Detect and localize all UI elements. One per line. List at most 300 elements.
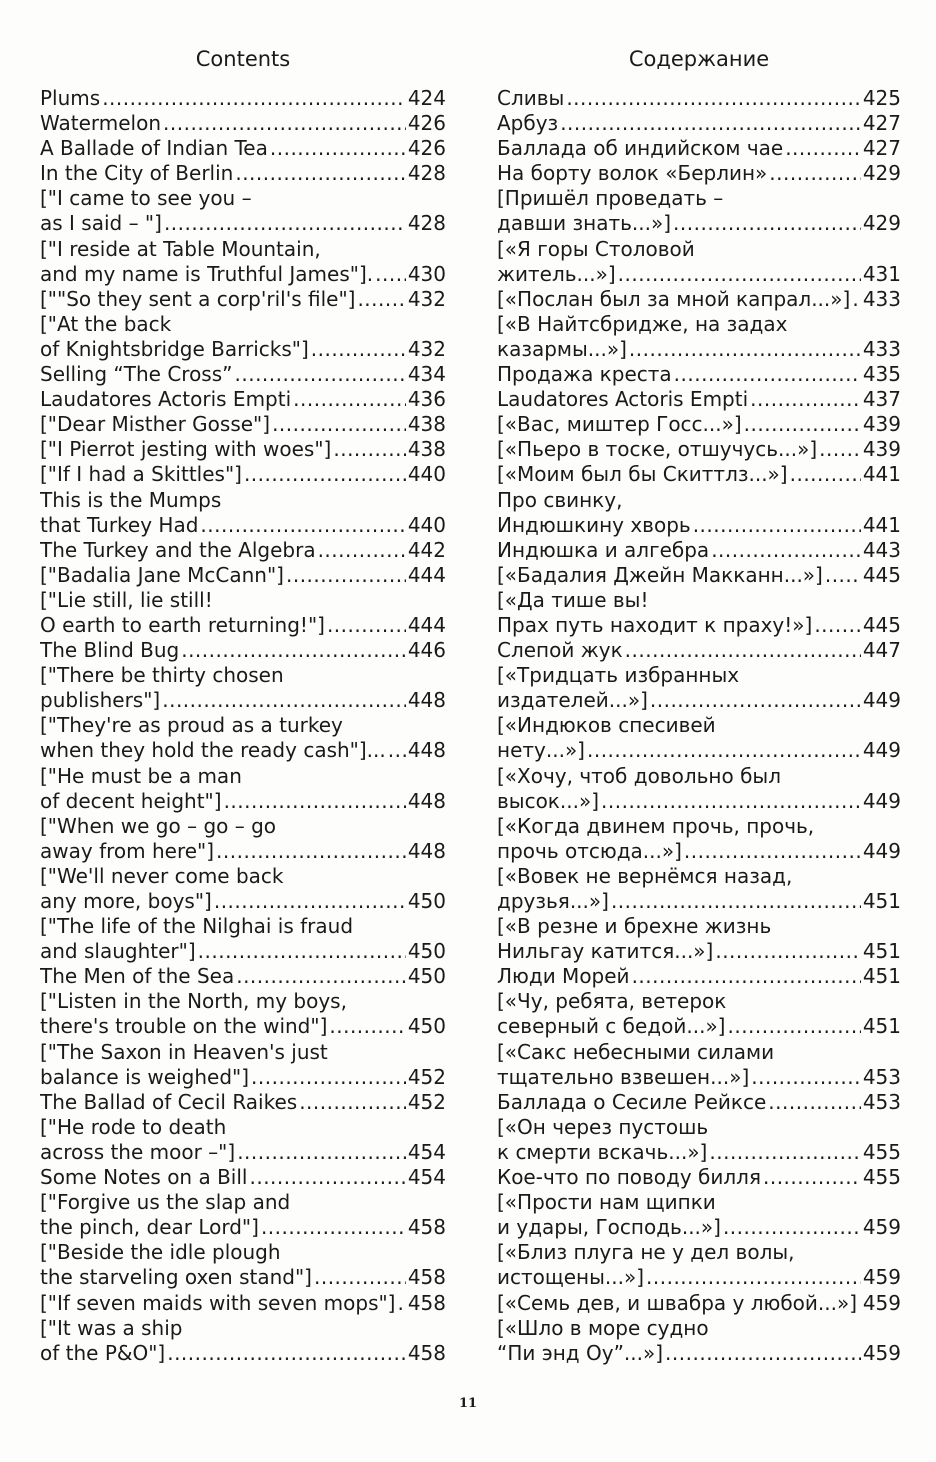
toc-entry-title: [«Хочу, чтоб довольно был: [497, 763, 781, 788]
toc-entry-title: away from here"]: [40, 838, 215, 863]
toc-page-number: 450: [407, 1014, 446, 1039]
dot-leader: [164, 211, 406, 236]
toc-entry-line: [497, 1115, 901, 1140]
dot-leader: [286, 563, 406, 588]
toc-page-number: 432: [407, 336, 446, 361]
toc-page-number: 453: [862, 1089, 901, 1114]
toc-entry-line: [497, 588, 901, 613]
toc-entry: [40, 136, 446, 161]
contents-column-russian: [497, 42, 901, 1366]
toc-entry: [497, 161, 901, 186]
toc-entry: [497, 1115, 901, 1165]
toc-entry-line: [40, 989, 446, 1014]
toc-entry: [40, 287, 446, 312]
toc-entry-line: [40, 663, 446, 688]
toc-entry-title: “Пи энд Оу”...»]: [497, 1340, 664, 1365]
toc-entry-title: [«В Найтсбридже, на задах: [497, 311, 788, 336]
toc-page-number: 444: [407, 612, 446, 637]
toc-entry: [40, 161, 446, 186]
toc-entry-line: [497, 814, 901, 839]
dot-leader: [167, 1341, 406, 1366]
dot-leader: [768, 1090, 861, 1115]
toc-entry-title: In the City of Berlin: [40, 161, 234, 186]
toc-page-number: 459: [862, 1290, 901, 1315]
toc-entry-line: [40, 538, 446, 563]
toc-page-number: 459: [862, 1215, 901, 1240]
dot-leader: [314, 1265, 406, 1290]
dot-leader: [249, 1165, 405, 1190]
dot-leader: [216, 839, 406, 864]
toc-entry-line: [40, 1240, 446, 1265]
dot-leader: [375, 262, 406, 287]
toc-page-number: 448: [407, 738, 446, 763]
toc-entry: [497, 964, 901, 989]
toc-entry: [497, 663, 901, 713]
dot-leader: [329, 1014, 405, 1039]
toc-page-number: 451: [862, 889, 901, 913]
toc-entry-title: ["I Pierrot jesting with woes"]: [40, 437, 332, 462]
dot-leader: [674, 362, 861, 387]
toc-entry-line: [497, 111, 901, 136]
toc-entry: [40, 563, 446, 588]
toc-entry-line: [40, 1215, 446, 1240]
toc-entry-title: [«Индюков спесивей: [497, 713, 716, 738]
dot-leader: [293, 387, 406, 412]
toc-page-number: 445: [862, 562, 901, 587]
toc-page-number: 448: [407, 788, 446, 813]
toc-entry-title: the pinch, dear Lord"]: [40, 1215, 259, 1240]
toc-entry-line: [40, 387, 446, 412]
dot-leader: [819, 437, 861, 462]
toc-page-number: 459: [862, 1340, 901, 1365]
toc-page-number: 441: [862, 462, 901, 487]
dot-leader: [235, 161, 405, 186]
toc-entry: [497, 713, 901, 763]
toc-entry-line: [40, 839, 446, 864]
toc-entry-title: Индюшкину хворь: [497, 512, 691, 537]
toc-entry-title: when they hold the ready cash"]...: [40, 738, 386, 763]
toc-entry-line: [40, 1316, 446, 1341]
toc-entry-line: [497, 186, 901, 211]
toc-entry-line: [497, 287, 901, 312]
dot-leader: [214, 889, 406, 914]
toc-entry: [40, 86, 446, 111]
toc-entry: [497, 563, 901, 588]
toc-entry: [497, 1090, 901, 1115]
toc-entry: [40, 1316, 446, 1366]
toc-entry-title: Some Notes on a Bill: [40, 1165, 248, 1190]
toc-entry-title: ["The Saxon in Heaven's just: [40, 1039, 328, 1064]
toc-page-number: 430: [407, 261, 446, 286]
toc-entry-title: Laudatores Actoris Empti: [497, 387, 749, 412]
toc-entry-title: казармы...»]: [497, 336, 627, 361]
toc-entry-line: [40, 1090, 446, 1115]
toc-entry-line: [40, 488, 446, 513]
toc-page-number: 458: [407, 1265, 446, 1290]
toc-page-number: 440: [407, 512, 446, 537]
dot-leader: [785, 136, 861, 161]
toc-page-number: 439: [862, 412, 901, 437]
toc-entry-line: [497, 412, 901, 437]
toc-entry-title: [""So they sent a corp'ril's file"]: [40, 286, 356, 311]
toc-entry-line: [40, 789, 446, 814]
toc-entry: [40, 663, 446, 713]
toc-page-number: 454: [407, 1139, 446, 1164]
toc-page-number: 429: [862, 211, 901, 236]
toc-entry-line: [40, 462, 446, 487]
toc-entry-title: ["If I had a Skittles"]: [40, 462, 242, 487]
dot-leader: [625, 638, 861, 663]
toc-entry-line: [497, 362, 901, 387]
toc-entry-title: ["There be thirty chosen: [40, 663, 284, 688]
toc-entry-title: ["At the back: [40, 311, 172, 336]
dot-leader: [727, 1014, 860, 1039]
toc-entry: [497, 588, 901, 638]
toc-entry-line: [497, 939, 901, 964]
toc-page-number: 449: [862, 788, 901, 813]
toc-entry-title: [«Пьеро в тоске, отшучусь...»]: [497, 437, 818, 462]
toc-entry-title: ["We'll never come back: [40, 863, 284, 888]
toc-entry: [497, 864, 901, 914]
toc-entry-line: [40, 312, 446, 337]
toc-entry-title: balance is weighed"]: [40, 1064, 250, 1089]
toc-entry-line: [40, 111, 446, 136]
toc-entry-title: A Ballade of Indian Tea: [40, 136, 268, 161]
toc-entry-title: ["If seven maids with seven mops"]: [40, 1290, 396, 1315]
toc-entry-title: Сливы: [497, 86, 565, 110]
toc-entry-title: ["Beside the idle plough: [40, 1240, 281, 1265]
toc-entry: [497, 764, 901, 814]
dot-leader: [587, 738, 861, 763]
toc-entry-line: [497, 1165, 901, 1190]
dot-leader: [611, 889, 861, 914]
toc-entry-line: [497, 613, 901, 638]
toc-entry-line: [497, 437, 901, 462]
toc-entry-line: [497, 663, 901, 688]
toc-entry-title: [«Я горы Столовой: [497, 236, 695, 261]
toc-entry-title: [«Чу, ребята, ветерок: [497, 989, 727, 1014]
toc-entry-line: [497, 462, 901, 487]
toc-entry-title: of Knightsbridge Barricks"]: [40, 336, 309, 361]
dot-leader: [163, 111, 406, 136]
toc-entry: [40, 362, 446, 387]
toc-entry-title: издателей...»]: [497, 688, 648, 713]
toc-entry-title: any more, boys"]: [40, 889, 212, 913]
contents-column-english: [40, 42, 446, 1366]
toc-entry-title: [«Он через пустошь: [497, 1114, 709, 1139]
toc-page-number: 458: [407, 1290, 446, 1315]
dot-leader: [198, 939, 406, 964]
toc-entry: [40, 914, 446, 964]
toc-entry-title: [«Вовек не вернёмся назад,: [497, 863, 793, 888]
toc-entry-line: [497, 738, 901, 763]
toc-entry-title: of the P&O"]: [40, 1340, 166, 1365]
toc-entry-line: [40, 588, 446, 613]
toc-entry-line: [497, 1341, 901, 1366]
toc-entry: [40, 1291, 446, 1316]
dot-leader: [859, 1291, 861, 1316]
toc-entry-line: [497, 914, 901, 939]
toc-entry-line: [497, 839, 901, 864]
toc-entry-title: across the moor –"]: [40, 1139, 236, 1164]
toc-entry-title: [«Бадалия Джейн Макканн...»]: [497, 562, 823, 587]
toc-entry-line: [497, 688, 901, 713]
toc-entry-title: истощены...»]: [497, 1265, 645, 1290]
toc-page-number: 450: [407, 939, 446, 964]
contents-title-russian: Содержание: [628, 47, 770, 71]
dot-leader: [237, 1140, 406, 1165]
dot-leader: [629, 337, 861, 362]
toc-entry-line: [40, 814, 446, 839]
toc-entry-title: друзья...»]: [497, 889, 609, 913]
toc-page-number: 450: [407, 889, 446, 913]
toc-entry-title: [«Послан был за мной капрал...»]: [497, 286, 851, 311]
entry-list-english: [40, 86, 446, 1366]
toc-entry-title: Watermelon: [40, 111, 162, 136]
toc-entry-line: [40, 738, 446, 763]
dot-leader: [311, 337, 406, 362]
toc-entry-title: [«Когда двинем прочь, прочь,: [497, 813, 815, 838]
toc-entry-title: Арбуз: [497, 111, 559, 136]
toc-entry-title: Прах путь находит к праху!»]: [497, 612, 813, 637]
toc-entry: [40, 1165, 446, 1190]
toc-entry-title: [«Шло в море судно: [497, 1315, 709, 1340]
entry-list-russian: [497, 86, 901, 1366]
dot-leader: [601, 789, 861, 814]
toc-entry-line: [497, 1265, 901, 1290]
toc-entry-line: [497, 1291, 901, 1316]
toc-page-number: 428: [407, 211, 446, 236]
toc-entry-line: [497, 86, 901, 111]
toc-entry-line: [40, 1291, 446, 1316]
dot-leader: [318, 538, 406, 563]
toc-entry-line: [40, 237, 446, 262]
toc-entry-title: publishers"]: [40, 688, 161, 713]
toc-entry-line: [40, 914, 446, 939]
toc-page-number: 435: [862, 362, 901, 387]
toc-entry: [497, 136, 901, 161]
toc-page-number: 438: [407, 437, 446, 462]
toc-entry: [40, 814, 446, 864]
toc-entry: [40, 312, 446, 362]
toc-page-number: 427: [862, 111, 901, 136]
dot-leader: [560, 111, 861, 136]
toc-entry-line: [497, 713, 901, 738]
toc-entry: [497, 1165, 901, 1190]
toc-page-number: 458: [407, 1215, 446, 1240]
toc-entry: [497, 186, 901, 236]
toc-page-number: 444: [407, 562, 446, 587]
toc-entry-line: [40, 1140, 446, 1165]
dot-leader: [357, 287, 405, 312]
dot-leader: [673, 211, 861, 236]
dot-leader: [711, 538, 861, 563]
toc-entry-title: ["Dear Misther Gosse"]: [40, 412, 271, 437]
toc-entry-line: [40, 1115, 446, 1140]
toc-entry-title: The Blind Bug: [40, 638, 180, 663]
toc-entry-line: [497, 1090, 901, 1115]
toc-entry: [497, 312, 901, 362]
toc-entry: [497, 387, 901, 412]
dot-leader: [665, 1341, 861, 1366]
toc-page-number: 441: [862, 512, 901, 537]
toc-entry-line: [497, 513, 901, 538]
toc-entry-line: [40, 1040, 446, 1065]
toc-entry-title: житель...»]: [497, 261, 616, 286]
dot-leader: [825, 563, 861, 588]
toc-entry-line: [40, 262, 446, 287]
toc-entry-title: O earth to earth returning!"]: [40, 612, 325, 637]
toc-entry-line: [497, 1014, 901, 1039]
toc-page-number: 453: [862, 1064, 901, 1089]
toc-entry: [497, 362, 901, 387]
toc-entry-title: и удары, Господь...»]: [497, 1215, 721, 1240]
toc-entry: [497, 989, 901, 1039]
toc-entry: [40, 1190, 446, 1240]
dot-leader: [102, 86, 406, 111]
toc-entry-title: Про свинку,: [497, 487, 623, 512]
toc-entry-title: Plums: [40, 86, 101, 110]
toc-entry-line: [40, 939, 446, 964]
dot-leader: [272, 412, 406, 437]
toc-entry: [40, 1040, 446, 1090]
toc-page-number: 443: [862, 537, 901, 562]
toc-page-number: 437: [862, 387, 901, 412]
toc-page-number: 449: [862, 738, 901, 763]
toc-entry-line: [497, 789, 901, 814]
toc-page-number: 432: [407, 286, 446, 311]
toc-page-number: 448: [407, 688, 446, 713]
dot-leader: [327, 613, 406, 638]
toc-entry-title: давши знать...»]: [497, 211, 672, 236]
toc-entry-title: ["I reside at Table Mountain,: [40, 236, 321, 261]
dot-leader: [398, 1291, 406, 1316]
toc-page-number: 434: [407, 362, 446, 387]
dot-leader: [388, 738, 406, 763]
toc-page-number: 452: [407, 1064, 446, 1089]
toc-entry: [40, 412, 446, 437]
toc-entry-line: [40, 412, 446, 437]
toc-entry-line: [497, 989, 901, 1014]
toc-entry: [497, 814, 901, 864]
toc-entry: [497, 1240, 901, 1290]
toc-page-number: 449: [862, 838, 901, 863]
toc-entry-title: ["When we go – go – go: [40, 813, 277, 838]
toc-entry-line: [497, 337, 901, 362]
toc-page-number: 451: [862, 964, 901, 989]
toc-entry-title: ["Listen in the North, my boys,: [40, 989, 347, 1014]
dot-leader: [162, 688, 406, 713]
toc-page-number: 424: [407, 86, 446, 110]
dot-leader: [723, 1215, 861, 1240]
toc-entry-line: [497, 538, 901, 563]
contents-title-english: Contents: [195, 47, 291, 71]
toc-entry-title: Нильгау катится...»]: [497, 939, 714, 964]
toc-entry-title: нету...»]: [497, 738, 585, 763]
toc-entry-line: [40, 337, 446, 362]
toc-entry: [497, 1316, 901, 1366]
toc-entry: [40, 186, 446, 236]
toc-entry-line: [497, 638, 901, 663]
dot-leader: [200, 513, 405, 538]
toc-entry-line: [497, 161, 901, 186]
toc-entry: [40, 764, 446, 814]
toc-entry-title: and my name is Truthful James"].: [40, 261, 374, 286]
dot-leader: [244, 462, 406, 487]
toc-page-number: 458: [407, 1340, 446, 1365]
dot-leader: [769, 161, 861, 186]
toc-entry-line: [497, 136, 901, 161]
toc-entry-title: Баллада об индийском чае: [497, 136, 784, 161]
toc-entry: [497, 437, 901, 462]
toc-entry: [497, 538, 901, 563]
toc-entry-line: [40, 136, 446, 161]
dot-leader: [693, 513, 861, 538]
toc-entry: [40, 964, 446, 989]
toc-entry-line: [40, 362, 446, 387]
toc-entry: [40, 538, 446, 563]
toc-entry-title: The Turkey and the Algebra: [40, 537, 316, 562]
toc-page-number: 445: [862, 612, 901, 637]
toc-entry-line: [497, 1140, 901, 1165]
toc-entry-title: [«Прости нам щипки: [497, 1190, 716, 1215]
toc-entry-line: [497, 1316, 901, 1341]
toc-entry-title: северный с бедой...»]: [497, 1014, 726, 1039]
toc-entry-title: This is the Mumps: [40, 487, 222, 512]
toc-entry-line: [40, 1341, 446, 1366]
toc-entry: [40, 488, 446, 538]
toc-entry: [40, 111, 446, 136]
toc-entry: [497, 488, 901, 538]
dot-leader: [224, 789, 406, 814]
toc-entry: [497, 287, 901, 312]
dot-leader: [814, 613, 860, 638]
dot-leader: [181, 638, 406, 663]
toc-page-number: 425: [862, 86, 901, 110]
toc-entry-line: [40, 864, 446, 889]
toc-page-number: 455: [862, 1165, 901, 1190]
toc-entry-line: [497, 764, 901, 789]
toc-entry-title: тщательно взвешен...»]: [497, 1064, 750, 1089]
toc-entry-title: Selling “The Cross”: [40, 362, 233, 387]
toc-entry: [497, 86, 901, 111]
toc-entry-line: [497, 1240, 901, 1265]
toc-entry: [497, 914, 901, 964]
toc-entry-title: that Turkey Had: [40, 512, 199, 537]
toc-entry-line: [40, 1165, 446, 1190]
toc-entry-title: к смерти вскачь...»]: [497, 1139, 708, 1164]
toc-entry-title: [«В резне и брехне жизнь: [497, 914, 772, 939]
toc-page-number: 426: [407, 136, 446, 161]
toc-page-number: 459: [862, 1265, 901, 1290]
toc-page-number: 449: [862, 688, 901, 713]
toc-entry-title: [«Вас, миштер Госс...»]: [497, 412, 742, 437]
toc-entry-title: Кое-что по поводу билля: [497, 1165, 761, 1190]
toc-entry-line: [497, 1065, 901, 1090]
toc-entry-line: [497, 889, 901, 914]
dot-leader: [744, 412, 861, 437]
toc-page-number: 447: [862, 638, 901, 663]
dot-leader: [632, 964, 861, 989]
toc-entry-title: Баллада о Сесиле Рейксе: [497, 1089, 767, 1114]
page-number: 11: [458, 1396, 478, 1411]
toc-page-number: 438: [407, 412, 446, 437]
toc-page-number: 433: [862, 286, 901, 311]
dot-leader: [270, 136, 406, 161]
toc-entry-title: ["It was a ship: [40, 1315, 183, 1340]
toc-page-number: 442: [407, 537, 446, 562]
toc-entry-line: [497, 1040, 901, 1065]
